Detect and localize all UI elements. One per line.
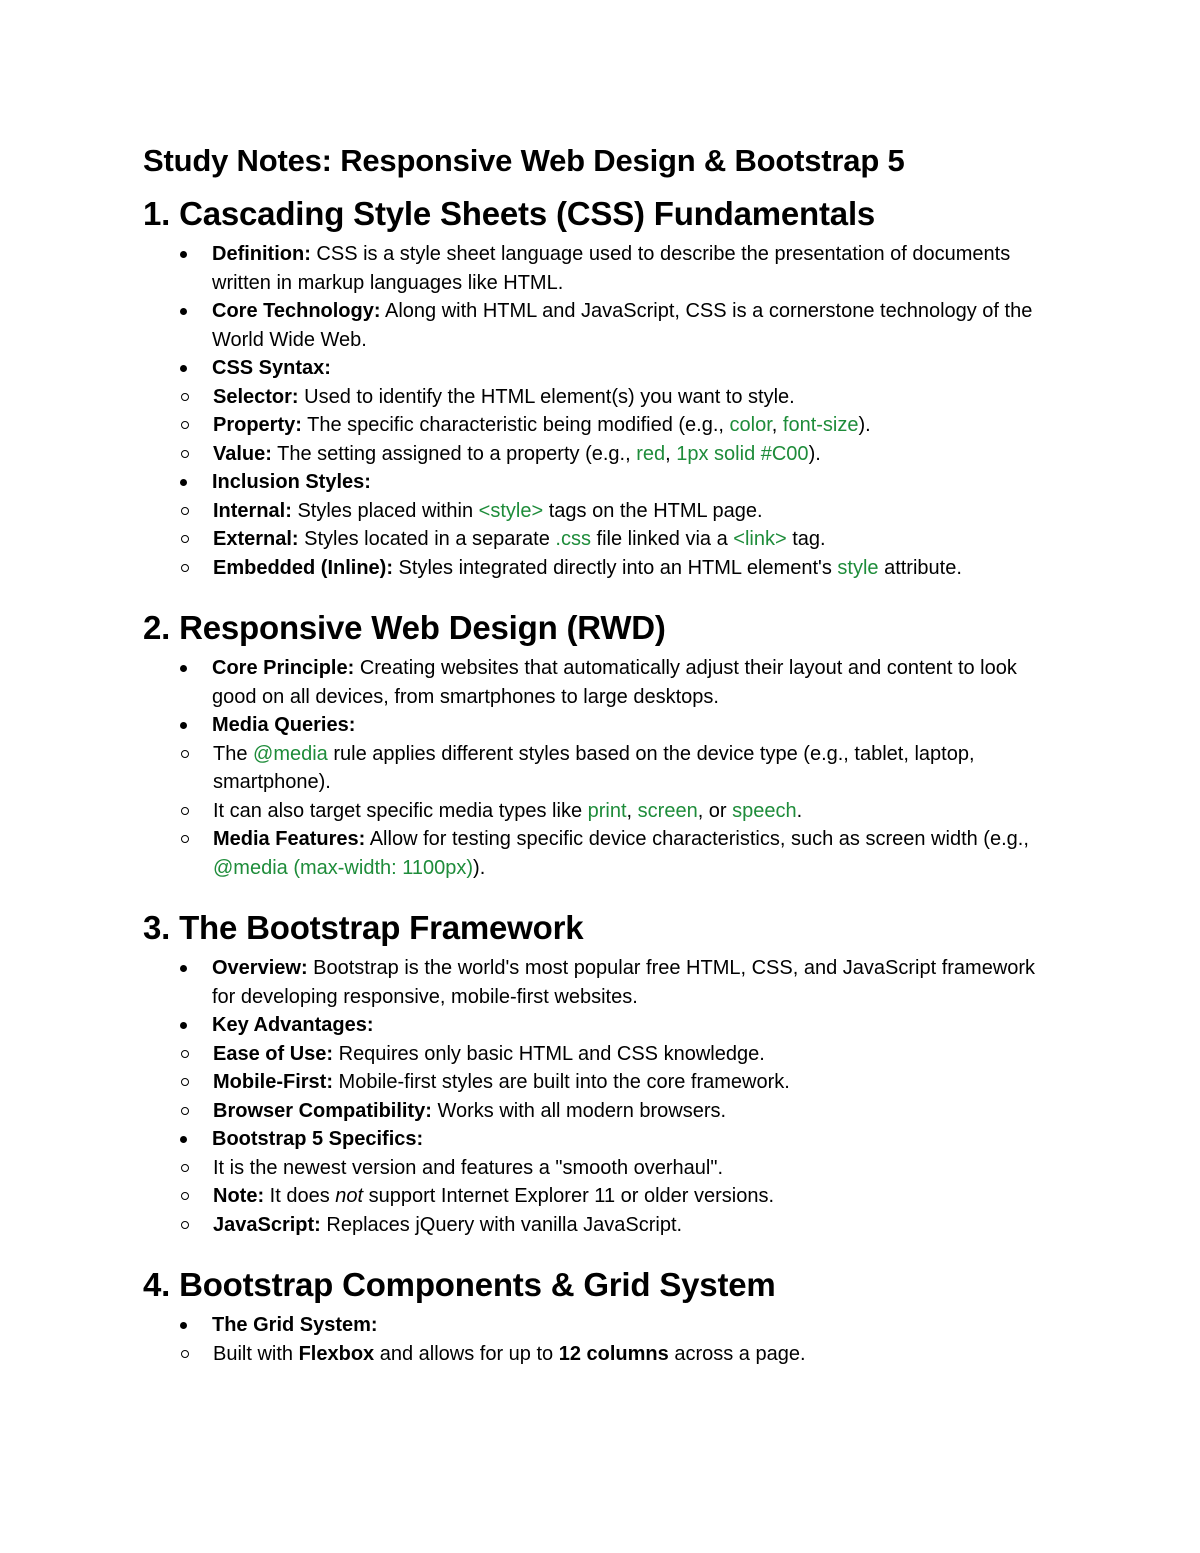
section-3-heading: 3. The Bootstrap Framework	[143, 909, 584, 946]
code-snippet: screen	[637, 799, 698, 822]
list-item-embedded: Embedded (Inline): Styles integrated directly into an HTML element's style attribute.	[143, 554, 1063, 583]
list-item-media-features: Media Features: Allow for testing specific device characteristics, such as screen width (e.g., @media (max-width: 1100px)).	[143, 825, 1063, 882]
code-snippet: print	[587, 799, 627, 822]
inclusion-styles-sublist	[143, 497, 1063, 583]
list-item-definition: Definition: CSS is a style sheet language used to describe the presentation of documents written in markup languages like HTML.	[143, 240, 1063, 297]
code-snippet: <link>	[733, 528, 787, 550]
section-3-list	[143, 954, 1063, 1239]
list-item-newest-version: It is the newest version and features a "smooth overhaul".	[143, 1154, 1063, 1183]
list-item-browser-compatibility: Browser Compatibility: Works with all modern browsers.	[143, 1097, 1063, 1126]
list-item-media-types: It can also target specific media types like print, screen, or speech.	[143, 797, 1063, 826]
list-item-media-rule: The @media rule applies different styles based on the device type (e.g., tablet, laptop, smartphone).	[143, 740, 1063, 797]
section-1-list	[143, 240, 1063, 582]
list-item-media-queries: Media Queries: The @media rule applies different styles based on the device type (e.g., tablet, laptop, smartphone). It can also target specific media types like print, screen, or speech. Media Features: Allow for testing specific device characteristics, such as screen width (e.g., @media (max-width: 1100px)).	[143, 711, 1063, 882]
code-snippet: red	[636, 442, 666, 465]
code-snippet: color	[729, 414, 772, 436]
list-item-note: Note: It does not support Internet Explorer 11 or older versions.	[143, 1182, 1063, 1211]
code-snippet: speech	[732, 799, 797, 822]
grid-sublist	[143, 1340, 1063, 1369]
list-item-key-advantages: Key Advantages: Ease of Use: Requires only basic HTML and CSS knowledge. Mobile-First: Mobile-first styles are built into the core framework. Browser Compatibility: Works with all modern browsers.	[143, 1011, 1063, 1125]
list-item-mobile-first: Mobile-First: Mobile-first styles are built into the core framework.	[143, 1068, 1063, 1097]
code-snippet: <style>	[478, 499, 544, 522]
section-2-heading: 2. Responsive Web Design (RWD)	[143, 609, 666, 646]
list-item-javascript: JavaScript: Replaces jQuery with vanilla JavaScript.	[143, 1211, 1063, 1240]
code-snippet: .css	[555, 528, 591, 550]
list-item-flexbox: Built with Flexbox and allows for up to 12 columns across a page.	[143, 1340, 1063, 1369]
list-item-value: Value: The setting assigned to a property (e.g., red, 1px solid #C00).	[143, 440, 1063, 469]
list-item-selector: Selector: Used to identify the HTML element(s) you want to style.	[143, 383, 1063, 412]
list-item-overview: Overview: Bootstrap is the world's most popular free HTML, CSS, and JavaScript framework for developing responsive, mobile-first websites.	[143, 954, 1063, 1011]
list-item-inclusion-styles: Inclusion Styles: Internal: Styles placed within <style> tags on the HTML page. External: Styles located in a separate .css file linked via a <link> tag. Embedded (Inline): Styles integrated directly into an HTML element's style attribute.	[143, 468, 1063, 582]
css-syntax-sublist	[143, 383, 1063, 469]
list-item-css-syntax: CSS Syntax: Selector: Used to identify the HTML element(s) you want to style. Property: The specific characteristic being modified (e.g., color, font-size). Value: The setting assigned to a property (e.g., red, 1px solid #C00).	[143, 354, 1063, 468]
bootstrap5-sublist	[143, 1154, 1063, 1240]
code-snippet: style	[837, 556, 879, 579]
code-snippet: font-size	[782, 414, 859, 436]
section-4-list	[143, 1311, 1063, 1368]
advantages-sublist	[143, 1040, 1063, 1126]
section-1-heading: 1. Cascading Style Sheets (CSS) Fundamentals	[143, 195, 876, 232]
section-2-list	[143, 654, 1063, 882]
code-snippet: @media	[253, 742, 328, 765]
list-item-grid-system: The Grid System: Built with Flexbox and allows for up to 12 columns across a page.	[143, 1311, 1063, 1368]
section-4-heading: 4. Bootstrap Components & Grid System	[143, 1266, 776, 1303]
list-item-core-principle: Core Principle: Creating websites that automatically adjust their layout and content to look good on all devices, from smartphones to large desktops.	[143, 654, 1063, 711]
list-item-property: Property: The specific characteristic being modified (e.g., color, font-size).	[143, 411, 1063, 440]
list-item-core-technology: Core Technology: Along with HTML and JavaScript, CSS is a cornerstone technology of the World Wide Web.	[143, 297, 1063, 354]
page-title: Study Notes: Responsive Web Design & Bootstrap 5	[143, 143, 905, 178]
code-snippet: 1px solid #C00	[676, 442, 809, 465]
media-queries-sublist	[143, 740, 1063, 883]
list-item-ease-of-use: Ease of Use: Requires only basic HTML and CSS knowledge.	[143, 1040, 1063, 1069]
code-snippet: @media (max-width: 1100px)	[213, 856, 474, 879]
list-item-internal: Internal: Styles placed within <style> tags on the HTML page.	[143, 497, 1063, 526]
document-body	[143, 140, 1063, 1368]
list-item-external: External: Styles located in a separate .css file linked via a <link> tag.	[143, 525, 1063, 554]
list-item-bootstrap5-specifics: Bootstrap 5 Specifics: It is the newest version and features a "smooth overhaul". Note: It does not support Internet Explorer 11 or older versions. JavaScript: Replaces jQuery with vanilla JavaScript.	[143, 1125, 1063, 1239]
